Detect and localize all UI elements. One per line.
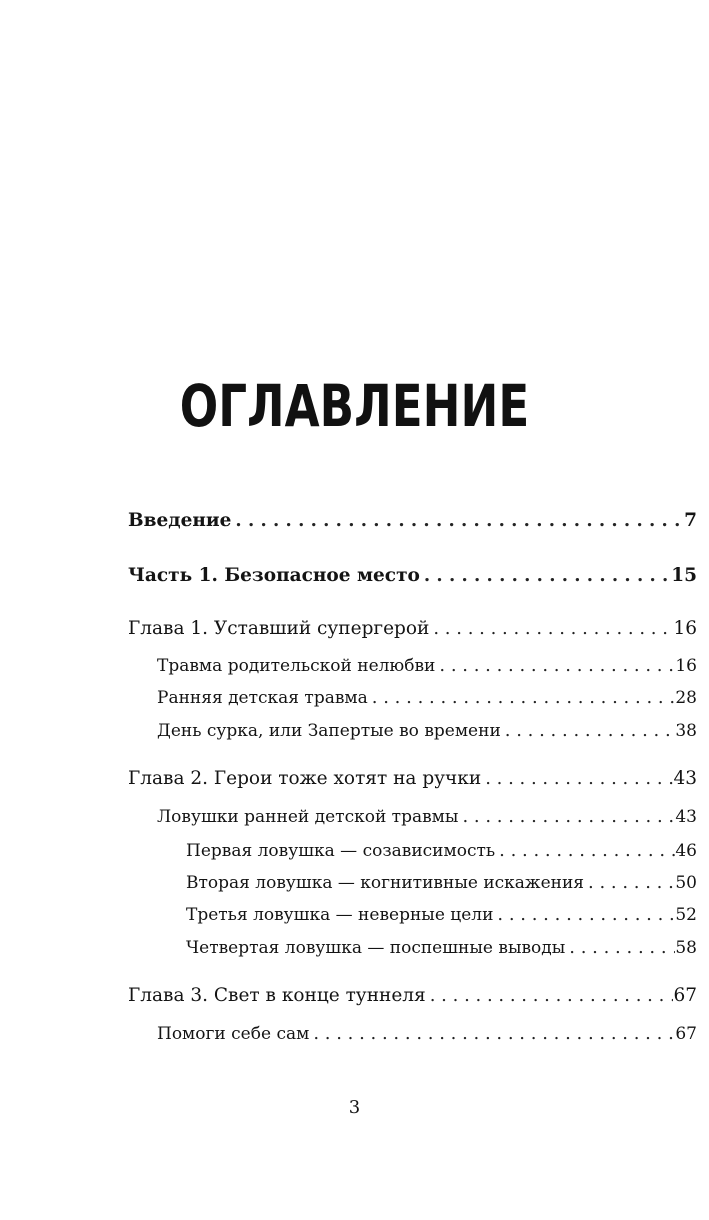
leader-dots [435,654,675,678]
toc-entry-page: 7 [684,510,697,531]
toc-entry-page: 67 [675,1024,697,1044]
toc-entry-page: 43 [675,807,697,827]
toc-entry-label: Глава 1. Уставший супергерой [128,618,430,639]
toc-entry-label: Глава 2. Герои тоже хотят на ручки [128,768,482,789]
leader-dots [309,1022,675,1046]
toc-entry-label: Глава 3. Свет в конце туннеля [128,985,426,1006]
leader-dots [429,617,673,641]
toc-entry-page: 38 [675,721,697,741]
toc-entry-subsection [186,839,697,863]
toc-entry-page: 67 [673,985,697,1006]
toc-entry-page: 58 [675,938,697,958]
toc-entry-part-1 [128,564,697,588]
toc-entry-label: День сурка, или Запертые во времени [157,721,501,741]
toc-entry-chapter-1 [128,617,697,641]
toc-entry-label: Ранняя детская травма [157,688,368,708]
leader-dots [584,871,675,895]
toc-entry-subsection [186,903,697,927]
leader-dots [368,686,676,710]
toc-entry-section [157,805,697,829]
toc-entry-label: Часть 1. Безопасное место [128,565,420,586]
toc-entry-section [157,1022,697,1046]
toc-entry-chapter-2 [128,767,697,791]
toc-entry-page: 50 [675,873,697,893]
toc-entry-chapter-3 [128,984,697,1008]
toc-entry-page: 46 [675,841,697,861]
toc-entry-subsection [186,871,697,895]
leader-dots [565,936,675,960]
leader-dots [481,767,673,791]
leader-dots [458,805,675,829]
toc-entry-label: Травма родительской нелюбви [157,656,436,676]
toc-heading: ОГЛАВЛЕНИЕ [179,372,530,440]
toc-entry-label: Третья ловушка — неверные цели [186,905,494,925]
leader-dots [493,903,675,927]
toc-entry-introduction [128,509,697,533]
leader-dots [420,564,671,588]
leader-dots [501,719,676,743]
toc-entry-section [157,719,697,743]
toc-entry-page: 16 [675,656,697,676]
leader-dots [426,984,674,1008]
toc-entry-page: 28 [675,688,697,708]
toc-entry-section [157,654,697,678]
toc-entry-page: 52 [675,905,697,925]
toc-entry-label: Первая ловушка — созависимость [186,841,496,861]
toc-entry-page: 15 [671,565,697,586]
toc-entry-page: 16 [673,618,697,639]
toc-entry-subsection [186,936,697,960]
page-number: 3 [348,1097,361,1118]
toc-entry-label: Введение [128,510,232,531]
toc-entry-section [157,686,697,710]
toc-entry-label: Помоги себе сам [157,1024,310,1044]
toc-entry-page: 43 [673,768,697,789]
toc-entry-label: Четвертая ловушка — поспешные выводы [186,938,566,958]
leader-dots [231,509,684,533]
leader-dots [495,839,675,863]
toc-entry-label: Ловушки ранней детской травмы [157,807,459,827]
toc-entry-label: Вторая ловушка — когнитивные искажения [186,873,585,893]
